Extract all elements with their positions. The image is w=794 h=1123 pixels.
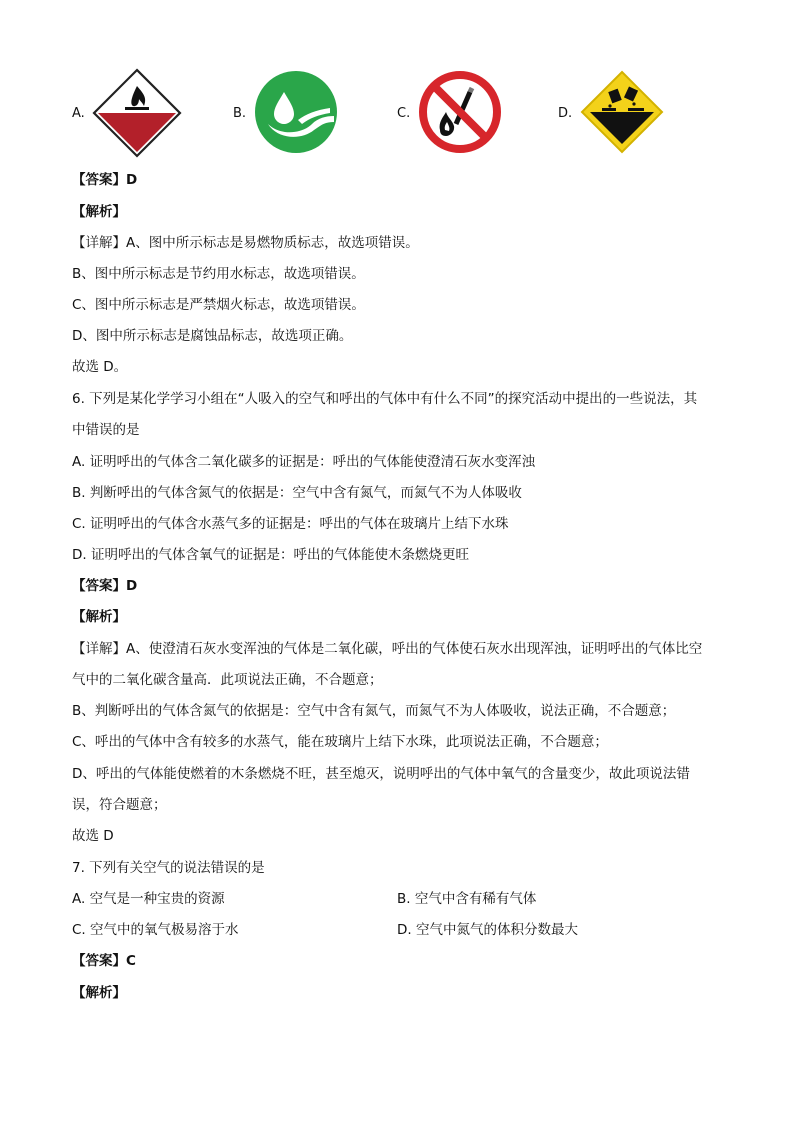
q6-answer: 【答案】D [72, 578, 138, 594]
q6-conclusion: 故选 D [72, 828, 114, 844]
q7-answer: 【答案】C [72, 953, 136, 969]
corrosive-diamond-icon [580, 70, 664, 154]
q7-option-a: A. 空气是一种宝贵的资源 [72, 891, 225, 907]
option-a-label: A. [72, 106, 85, 121]
q5-detail-line: 【详解】A、图中所示标志是易燃物质标志，故选项错误。 [72, 235, 419, 251]
q6-detail-line: D、呼出的气体能使燃着的木条燃烧不旺，甚至熄灭，说明呼出的气体中氧气的含量变少，故此项说法错 [72, 766, 690, 782]
q6-option-b: B. 判断呼出的气体含氮气的依据是：空气中含有氮气，而氮气不为人体吸收 [72, 485, 522, 501]
option-c-label: C. [397, 106, 411, 121]
q6-option-c: C. 证明呼出的气体含水蒸气多的证据是：呼出的气体在玻璃片上结下水珠 [72, 516, 509, 532]
q6-detail-line: 误，符合题意； [72, 797, 167, 813]
option-d-label: D. [558, 106, 573, 121]
no-smoking-icon [418, 70, 502, 154]
q7-option-d: D. 空气中氮气的体积分数最大 [397, 922, 578, 938]
q7-analysis-label: 【解析】 [72, 985, 126, 1001]
q5-answer: 【答案】D [72, 172, 138, 188]
q5-detail-line: B、图中所示标志是节约用水标志，故选项错误。 [72, 266, 365, 282]
q6-analysis-label: 【解析】 [72, 609, 126, 625]
q7-stem: 7. 下列有关空气的说法错误的是 [72, 860, 265, 876]
q5-conclusion: 故选 D。 [72, 359, 128, 375]
q6-detail-line: C、呼出的气体中含有较多的水蒸气，能在玻璃片上结下水珠，此项说法正确，不合题意； [72, 734, 608, 750]
q6-detail-line: 气中的二氧化碳含量高．此项说法正确，不合题意； [72, 672, 383, 688]
q7-option-b: B. 空气中含有稀有气体 [397, 891, 537, 907]
water-saving-icon [254, 70, 338, 154]
q6-detail-line: 【详解】A、使澄清石灰水变浑浊的气体是二氧化碳，呼出的气体使石灰水出现浑浊，证明呼出的气体比空 [72, 641, 703, 657]
option-b-label: B. [233, 106, 247, 121]
q5-detail-line: C、图中所示标志是严禁烟火标志，故选项错误。 [72, 297, 365, 313]
q7-option-c: C. 空气中的氧气极易溶于水 [72, 922, 239, 938]
q6-stem-line1: 6. 下列是某化学学习小组在“人吸入的空气和呼出的气体中有什么不同”的探究活动中提出的一些说法，其 [72, 391, 698, 407]
q6-stem-line2: 中错误的是 [72, 422, 140, 438]
q6-detail-line: B、判断呼出的气体含氮气的依据是：空气中含有氮气，而氮气不为人体吸收，说法正确，不合题意； [72, 703, 676, 719]
q6-option-a: A. 证明呼出的气体含二氧化碳多的证据是：呼出的气体能使澄清石灰水变浑浊 [72, 454, 536, 470]
q6-option-d: D. 证明呼出的气体含氧气的证据是：呼出的气体能使木条燃烧更旺 [72, 547, 469, 563]
flammable-diamond-icon [92, 68, 182, 158]
q5-analysis-label: 【解析】 [72, 204, 126, 220]
q5-detail-line: D、图中所示标志是腐蚀品标志，故选项正确。 [72, 328, 353, 344]
